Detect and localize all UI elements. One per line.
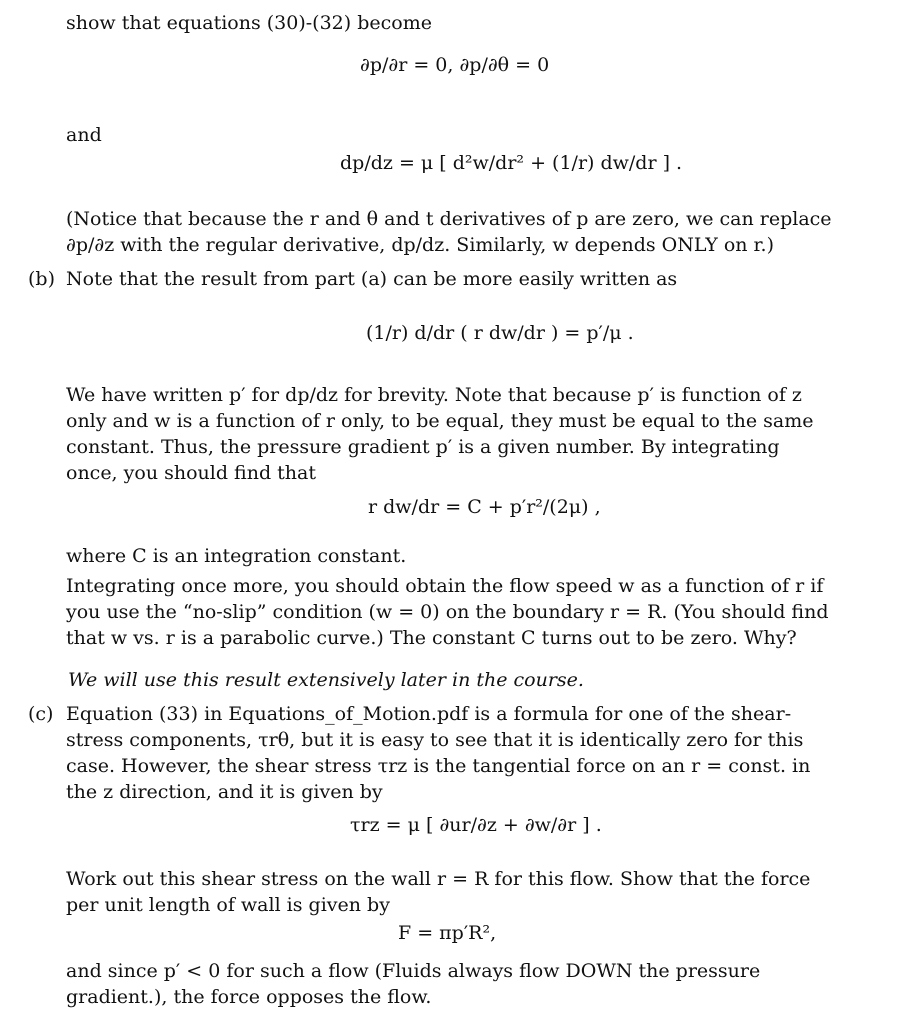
part-b-paragraph-1: We have written p′ for dp/dz for brevity. Note that because p′ is function of z only and w is a function of r only, to be equal, they must be equal to the same constant. Thus, the pressure gradient p′ is a given number. By integrating once, you should find that [66,384,814,484]
equation-pressure-derivatives: ∂p/∂r = 0, ∂p/∂θ = 0 [360,54,550,76]
equation-first-integral: r dw/dr = C + p′r²/(2μ) , [368,496,601,518]
equation-dp-dz: dp/dz = μ [ d²w/dr² + (1/r) dw/dr ] . [340,152,683,174]
part-b-paragraph-2: where C is an integration constant. [66,545,407,567]
course-note: We will use this result extensively later in the course. [68,669,584,691]
notice-paragraph: (Notice that because the r and θ and t derivatives of p are zero, we can replace ∂p/∂z with the regular derivative, dp/dz. Similarly, w depends ONLY on r.) [66,208,832,256]
equation-force: F = πp′R², [398,922,497,944]
equation-radial-form: (1/r) d/dr ( r dw/dr ) = p′/μ . [366,322,634,344]
part-c-paragraph-1: Equation (33) in Equations_of_Motion.pdf is a formula for one of the shear-stress components, τrθ, but it is easy to see that it is identically zero for this case. However, the shear stress τrz is the tangential force on an r = const. in the z direction, and it is given by [66,703,811,803]
part-b-paragraph-3: Integrating once more, you should obtain the flow speed w as a function of r if you use the “no-slip” condition (w = 0) on the boundary r = R. (You should find that w vs. r is a parabolic curve.) The constant C turns out to be zero. Why? [66,575,829,649]
part-b-label: (b) [28,268,55,290]
part-b-intro: Note that the result from part (a) can be more easily written as [66,268,678,290]
part-c-label: (c) [28,703,54,725]
part-c-paragraph-3: and since p′ < 0 for such a flow (Fluids always flow DOWN the pressure gradient.), the force opposes the flow. [66,960,761,1008]
part-c-paragraph-2: Work out this shear stress on the wall r = R for this flow. Show that the force per unit length of wall is given by [66,868,811,916]
equation-shear-stress: τrz = μ [ ∂ur/∂z + ∂w/∂r ] . [350,814,602,836]
intro-line: show that equations (30)-(32) become [66,12,432,34]
and-word: and [66,124,102,146]
